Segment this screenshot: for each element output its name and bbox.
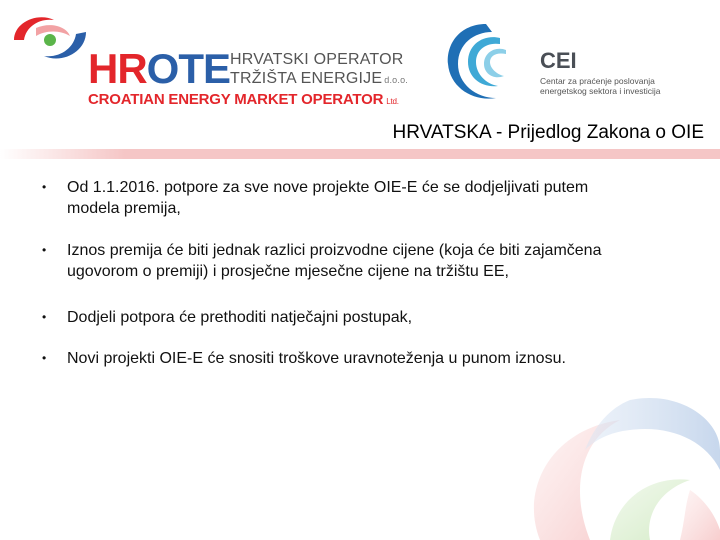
bullet-item bbox=[36, 348, 566, 369]
title-rule-fade bbox=[0, 149, 125, 159]
bullet-text-line: Od 1.1.2016. potpore za sve nove projekte OIE-E će se dodjeljivati putem bbox=[67, 179, 589, 196]
slide-title: HRVATSKA - Prijedlog Zakona o OIE bbox=[392, 122, 704, 143]
bullet-marker: • bbox=[42, 351, 47, 365]
cei-description bbox=[540, 76, 680, 96]
hrote-wordmark-hr: HR bbox=[88, 45, 147, 92]
hrote-logo bbox=[10, 10, 408, 110]
hrote-wordmark-ote: OTE bbox=[146, 45, 231, 92]
hrote-name-line2-text: TRŽIŠTA ENERGIJE bbox=[230, 70, 383, 87]
hrote-english-text: CROATIAN ENERGY MARKET OPERATOR bbox=[88, 91, 384, 108]
bullet-marker: • bbox=[42, 243, 47, 257]
hrote-name-line1: HRVATSKI OPERATOR bbox=[230, 51, 404, 68]
bullet-text-line: modela premija, bbox=[67, 200, 181, 217]
decorative-swirl-icon bbox=[500, 380, 720, 540]
bullet-text-line: Novi projekti OIE-E će snositi troškove uravnoteženja u punom iznosu. bbox=[67, 350, 566, 367]
hrote-english-name bbox=[88, 91, 399, 108]
cei-description-line1: Centar za praćenje poslovanja bbox=[540, 76, 655, 86]
hrote-ltd-suffix: Ltd. bbox=[386, 97, 399, 106]
hrote-name-line2 bbox=[230, 70, 408, 88]
cei-name: CEI bbox=[540, 48, 577, 73]
hrote-emblem-icon bbox=[10, 10, 90, 70]
bullet-item bbox=[36, 240, 601, 282]
bullet-item bbox=[36, 307, 412, 328]
cei-description-line2: energetskog sektora i investicija bbox=[540, 86, 661, 96]
bullet-text-line: Iznos premija će biti jednak razlici proizvodne cijene (koja će biti zajamčena bbox=[67, 242, 602, 259]
cei-logo bbox=[440, 18, 680, 108]
bullet-item bbox=[36, 177, 588, 219]
bullet-text-line: ugovorom o premiji) i prosječne mjesečne cijene na tržištu EE, bbox=[67, 263, 509, 280]
bullet-text-line: Dodjeli potpora će prethoditi natječajni postupak, bbox=[67, 309, 413, 326]
bullet-marker: • bbox=[42, 310, 47, 324]
bullet-marker: • bbox=[42, 180, 47, 194]
title-rule bbox=[125, 149, 720, 159]
hrote-wordmark bbox=[88, 45, 231, 92]
cei-swirl-icon bbox=[440, 18, 532, 106]
hrote-doo-suffix: d.o.o. bbox=[384, 75, 408, 85]
